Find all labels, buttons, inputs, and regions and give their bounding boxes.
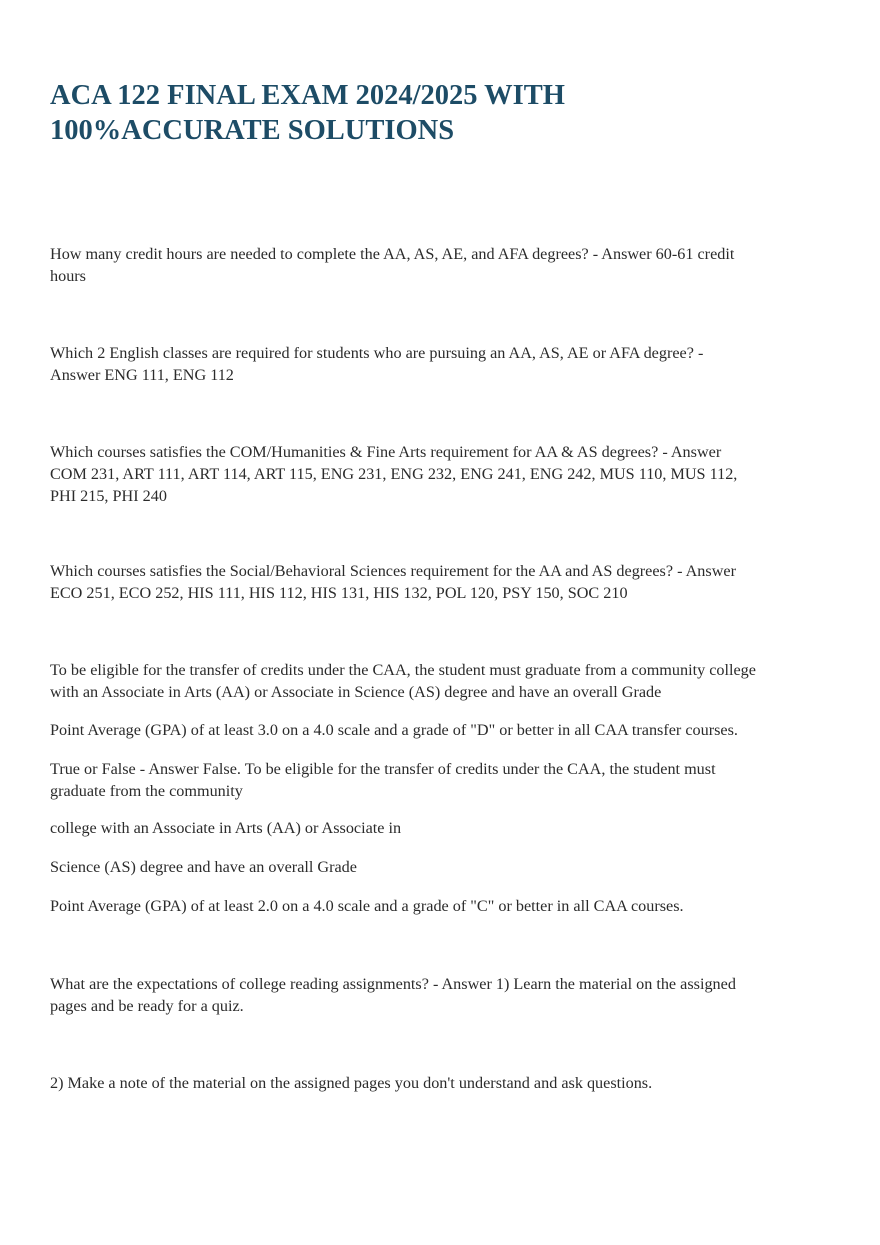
page-title [50, 78, 830, 148]
qa-reading-note [50, 1072, 835, 1094]
text-line: 2) Make a note of the material on the assigned pages you don't understand and ask questions. [50, 1074, 653, 1092]
qa-caa-answer-gpa [50, 895, 835, 917]
qa-humanities-courses [50, 441, 835, 507]
title-line: ACA 122 FINAL EXAM 2024/2025 WITH [50, 80, 565, 111]
qa-caa-answer-cont [50, 817, 835, 839]
text-line: Point Average (GPA) of at least 2.0 on a 4.0 scale and a grade of "C" or better in all CAA courses. [50, 897, 684, 915]
text-line: hours [50, 267, 86, 285]
text-line: Which courses satisfies the COM/Humanities & Fine Arts requirement for AA & AS degrees? - Answer [50, 443, 722, 461]
text-line: What are the expectations of college reading assignments? - Answer 1) Learn the material on the assigned [50, 975, 736, 993]
qa-caa-answer-cont [50, 856, 835, 878]
text-line: Science (AS) degree and have an overall Grade [50, 858, 357, 876]
qa-social-sciences [50, 560, 835, 604]
text-line: pages and be ready for a quiz. [50, 997, 244, 1015]
text-line: How many credit hours are needed to complete the AA, AS, AE, and AFA degrees? - Answer 60-61 credit [50, 245, 735, 263]
text-line: Which 2 English classes are required for students who are pursuing an AA, AS, AE or AFA degree? - [50, 344, 704, 362]
title-line: 100%ACCURATE SOLUTIONS [50, 115, 455, 146]
text-line: To be eligible for the transfer of credits under the CAA, the student must graduate from a community college [50, 661, 756, 679]
qa-caa-statement [50, 659, 835, 703]
qa-english-classes [50, 342, 835, 386]
qa-credit-hours [50, 243, 835, 287]
text-line: COM 231, ART 111, ART 114, ART 115, ENG 231, ENG 232, ENG 241, ENG 242, MUS 110, MUS 112, [50, 465, 738, 483]
text-line: True or False - Answer False. To be eligible for the transfer of credits under the CAA, the student must [50, 760, 716, 778]
qa-reading-expectations [50, 973, 835, 1017]
text-line: Answer ENG 111, ENG 112 [50, 366, 234, 384]
text-line: graduate from the community [50, 782, 243, 800]
qa-caa-gpa [50, 719, 835, 741]
text-line: with an Associate in Arts (AA) or Associate in Science (AS) degree and have an overall Grade [50, 683, 662, 701]
text-line: college with an Associate in Arts (AA) or Associate in [50, 819, 402, 837]
text-line: Which courses satisfies the Social/Behavioral Sciences requirement for the AA and AS degrees? - Answer [50, 562, 736, 580]
text-line: ECO 251, ECO 252, HIS 111, HIS 112, HIS 131, HIS 132, POL 120, PSY 150, SOC 210 [50, 584, 628, 602]
qa-caa-answer [50, 758, 835, 802]
text-line: Point Average (GPA) of at least 3.0 on a 4.0 scale and a grade of "D" or better in all CAA transfer courses. [50, 721, 738, 739]
text-line: PHI 215, PHI 240 [50, 487, 167, 505]
